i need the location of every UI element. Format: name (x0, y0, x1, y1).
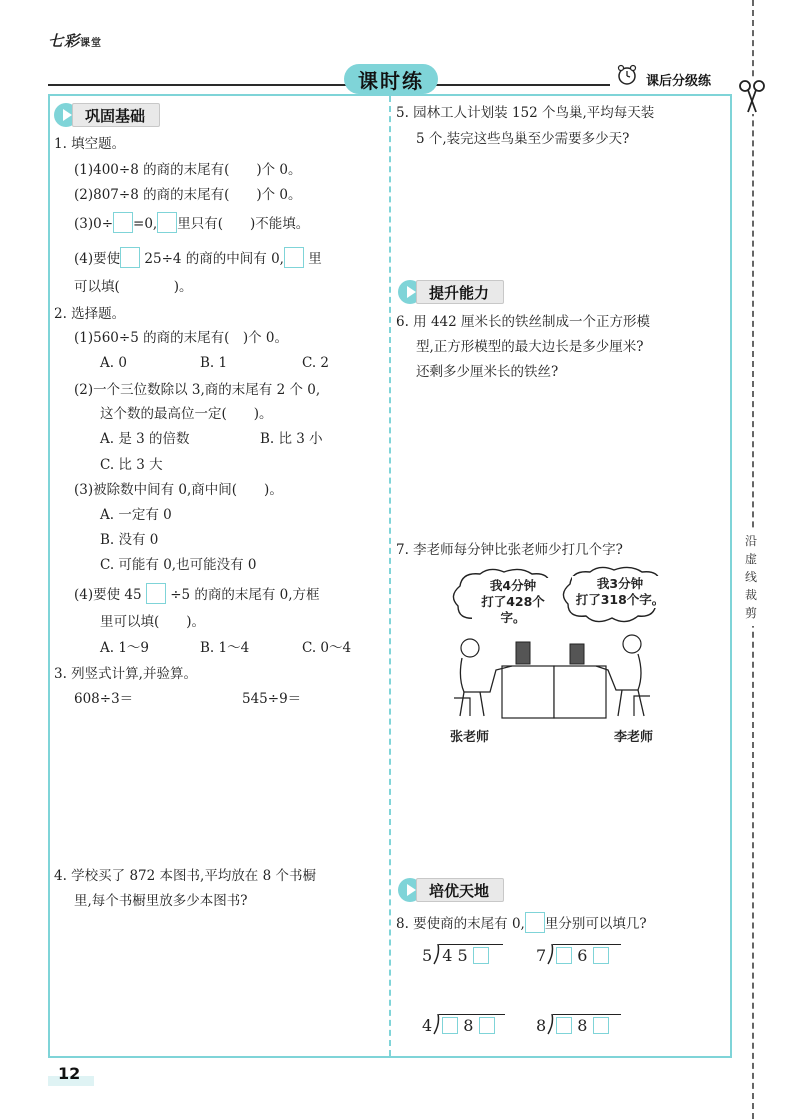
q2-c-option-a: A. 一定有 0 (100, 507, 172, 523)
division-bar (553, 944, 621, 945)
q2-d-option-a: A. 1～9 (100, 640, 150, 656)
q2-d-line2: 里可以填( )。 (100, 614, 206, 630)
q1-c-part1: (3)0÷ (74, 216, 114, 232)
q3-expression-2: 545÷9＝ (242, 691, 302, 707)
q1-title: 1. 填空题。 (54, 136, 126, 152)
q2-d-line1 (74, 583, 320, 605)
q1-d-part3: 里 (308, 251, 322, 267)
divisor: 7 (536, 946, 547, 965)
q6-line2: 型,正方形模型的最大边长是多少厘米? (416, 339, 644, 355)
header-rule (48, 84, 610, 86)
bubble-zhang-line2: 打了428个字。 (481, 594, 545, 625)
column-divider (389, 96, 391, 1056)
division-problem-2 (536, 944, 609, 966)
q2-a-option-b: B. 1 (200, 355, 228, 371)
q5-line2: 5 个,装完这些鸟巢至少需要多少天? (416, 131, 630, 147)
q6-line1: 6. 用 442 厘米长的铁丝制成一个正方形模 (396, 314, 651, 330)
q1-d-part2: 25÷4 的商的中间有 0, (144, 251, 284, 267)
bubble-li-line2: 打了318个字。 (575, 592, 665, 607)
q1-b: (2)807÷8 的商的末尾有( )个 0。 (74, 187, 302, 203)
q8-title-part1: 8. 要使商的末尾有 0, (396, 916, 525, 932)
q7-title: 7. 李老师每分钟比张老师少打几个字? (396, 542, 623, 558)
q2-b-line1: (2)一个三位数除以 3,商的末尾有 2 个 0, (74, 382, 321, 398)
alarm-clock-icon (616, 64, 638, 86)
divisor: 5 (422, 946, 433, 965)
q8-title-part2: 里分别可以填几? (544, 916, 647, 932)
scissors-icon (737, 78, 767, 114)
q4-line1: 4. 学校买了 872 本图书,平均放在 8 个书橱 (54, 868, 316, 884)
section-improve (398, 280, 504, 304)
division-bracket-icon (546, 944, 556, 966)
q2-b-option-a: A. 是 3 的倍数 (100, 431, 190, 447)
q8-title (396, 912, 647, 934)
q1-c-part2: =0, (133, 216, 158, 232)
divisor: 4 (422, 1016, 433, 1035)
logo-small-text: 课堂 (80, 38, 103, 49)
dividend-digit: 8 (577, 1016, 588, 1035)
q2-d-part2: ÷5 的商的末尾有 0,方框 (170, 587, 320, 603)
answer-box[interactable] (525, 912, 545, 933)
q2-d-option-b: B. 1～4 (200, 640, 250, 656)
answer-box[interactable] (473, 947, 489, 964)
answer-box[interactable] (593, 947, 609, 964)
answer-box[interactable] (157, 212, 177, 233)
dividend-digits: 4 5 (442, 946, 468, 965)
section-basic-label: 巩固基础 (72, 103, 160, 127)
division-bracket-icon (546, 1014, 556, 1036)
q2-b-option-b: B. 比 3 小 (260, 431, 323, 447)
speech-bubble-zhang (472, 578, 554, 626)
name-zhang: 张老师 (450, 730, 490, 745)
q1-c-part3: 里只有( )不能填。 (177, 216, 310, 232)
q6-line3: 还剩多少厘米长的铁丝? (416, 364, 559, 380)
answer-box[interactable] (284, 247, 304, 268)
q1-c (74, 212, 309, 234)
q2-b-line2: 这个数的最高位一定( )。 (100, 406, 273, 422)
q2-a-option-c: C. 2 (302, 355, 330, 371)
answer-box[interactable] (479, 1017, 495, 1034)
name-li: 李老师 (614, 730, 654, 745)
answer-box[interactable] (556, 1017, 572, 1034)
page-subtitle: 课后分级练 (646, 74, 712, 89)
cut-instruction: 沿虚线裁剪 (741, 528, 761, 626)
q2-d-part1: (4)要使 45 (74, 587, 142, 603)
answer-box[interactable] (120, 247, 140, 268)
dividend-digit: 6 (577, 946, 588, 965)
bubble-li-line1: 我3分钟 (596, 576, 644, 591)
answer-box[interactable] (442, 1017, 458, 1034)
division-bar (553, 1014, 621, 1015)
speech-bubble-li (572, 576, 668, 608)
page-banner: 课时练 (344, 64, 438, 94)
answer-box[interactable] (146, 583, 166, 604)
q2-b-option-c: C. 比 3 大 (100, 457, 163, 473)
q2-d-option-c: C. 0～4 (302, 640, 352, 656)
q2-c-option-b: B. 没有 0 (100, 532, 159, 548)
q4-line2: 里,每个书橱里放多少本图书? (74, 893, 248, 909)
answer-box[interactable] (113, 212, 133, 233)
division-problem-1 (422, 944, 489, 966)
q2-a-option-a: A. 0 (100, 355, 127, 371)
q2-c-option-c: C. 可能有 0,也可能没有 0 (100, 557, 257, 573)
q2-title: 2. 选择题。 (54, 306, 126, 322)
division-bracket-icon (432, 1014, 442, 1036)
dividend-digit: 8 (463, 1016, 474, 1035)
q3-title: 3. 列竖式计算,并验算。 (54, 666, 197, 682)
page-number: 12 (58, 1064, 81, 1083)
answer-box[interactable] (593, 1017, 609, 1034)
q1-d-line2: 可以填( )。 (74, 279, 193, 295)
division-problem-4 (536, 1014, 609, 1036)
divisor: 8 (536, 1016, 547, 1035)
section-excel-label: 培优天地 (416, 878, 504, 902)
q1-d (74, 247, 322, 269)
division-bracket-icon (432, 944, 442, 966)
q1-d-part1: (4)要使 (74, 251, 121, 267)
division-bar (439, 944, 503, 945)
division-problem-3 (422, 1014, 495, 1036)
q1-a: (1)400÷8 的商的末尾有( )个 0。 (74, 162, 302, 178)
section-basic (54, 103, 160, 127)
answer-box[interactable] (556, 947, 572, 964)
division-bar (439, 1014, 505, 1015)
section-improve-label: 提升能力 (416, 280, 504, 304)
q2-a: (1)560÷5 的商的末尾有( )个 0。 (74, 330, 288, 346)
publisher-logo: 七彩课堂 (48, 32, 103, 50)
q5-line1: 5. 园林工人计划装 152 个鸟巢,平均每天装 (396, 105, 655, 121)
q2-c: (3)被除数中间有 0,商中间( )。 (74, 482, 283, 498)
bubble-zhang-line1: 我4分钟 (489, 578, 537, 593)
section-excel (398, 878, 504, 902)
q3-expression-1: 608÷3＝ (74, 691, 134, 707)
